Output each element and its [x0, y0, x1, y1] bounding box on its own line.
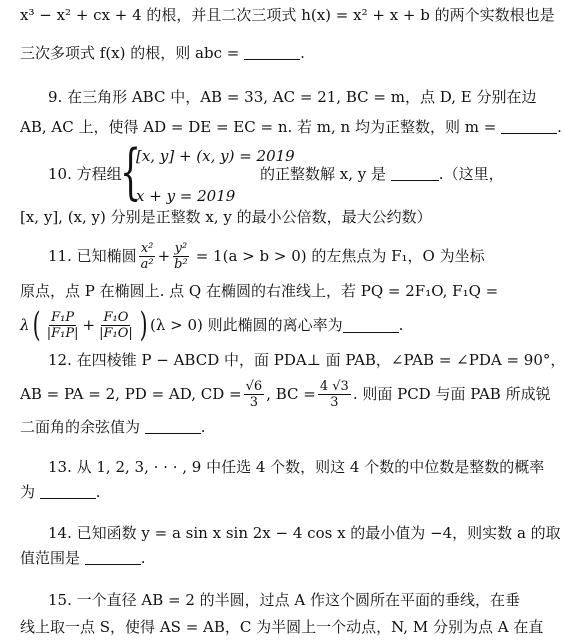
q12-frac-cd-den: 3: [249, 394, 259, 410]
q12-period: .: [200, 418, 206, 436]
q8-period: .: [300, 44, 305, 62]
q13-line2-text: 为: [20, 483, 36, 501]
q9-period: .: [557, 118, 562, 136]
q13-line2: [20, 482, 493, 502]
q12-frac-bc-den: 3: [330, 394, 339, 410]
q12-line3: [20, 417, 493, 437]
q10-brace: {: [120, 137, 142, 207]
q9-answer-blank[interactable]: [501, 119, 557, 134]
q12-line2-c: . 则面 PCD 与面 PAB 所成锐: [352, 385, 551, 403]
q9-line1: 9. 在三角形 ABC 中，AB = 33, AC = 21, BC = m，点 D, E 分别在边: [48, 88, 537, 106]
q12-line3-text: 二面角的余弦值为: [20, 418, 141, 436]
q8-answer-blank[interactable]: [244, 45, 300, 60]
q14-line2-text: 值范围是: [20, 549, 81, 567]
q11-line3: [20, 307, 493, 343]
q14-line2: [20, 548, 493, 568]
q15-line1: 15. 一个直径 AB = 2 的半圆，过点 A 作这个圆所在平面的垂线，在垂: [48, 591, 521, 609]
q12-line1: 12. 在四棱锥 P − ABCD 中，面 PDA⊥ 面 PAB，∠PAB = ∠PDA = 90°，: [48, 351, 565, 369]
q11-plus-2: +: [82, 316, 96, 334]
q11-frac-p-num: F₁P: [51, 309, 75, 325]
q10-answer-blank[interactable]: [391, 166, 439, 181]
q11-frac-o-num: F₁O: [103, 309, 129, 325]
q12-frac-bc-num: 4 √3: [319, 378, 349, 394]
q8-line2: [20, 43, 493, 63]
q11-line2: 原点，点 P 在椭圆上. 点 Q 在椭圆的右准线上，若 PQ = 2F₁O, F₁Q =: [20, 282, 499, 300]
q14-line1: 14. 已知函数 y = a sin x sin 2x − 4 cos x 的最小值为 −4，则实数 a 的取: [48, 524, 561, 542]
q11-frac-y-num: y²: [174, 240, 188, 256]
q10-label: 10. 方程组: [48, 165, 122, 183]
q11-frac-p-den: |F₁P|: [46, 325, 79, 341]
q11-lambda: λ: [20, 316, 30, 334]
q11-frac-y: [172, 241, 190, 272]
q12-line2-b: , BC =: [266, 385, 316, 403]
q11-answer-blank[interactable]: [343, 318, 399, 333]
q12-answer-blank[interactable]: [145, 419, 201, 434]
q11-plus: +: [157, 247, 171, 265]
q11-period: .: [398, 316, 404, 334]
q11-frac-o: [97, 310, 135, 341]
q12-line2: [20, 376, 551, 412]
q12-frac-cd: [244, 379, 265, 410]
q9-line2: [20, 117, 562, 137]
q10-equation-1: [x, y] + (x, y) = 2019: [136, 147, 295, 165]
q10-equation-2: x + y = 2019: [136, 187, 236, 205]
q8-line2-text: 三次多项式 f(x) 的根，则 abc =: [20, 44, 240, 62]
q11-frac-x: [139, 241, 156, 272]
q12-frac-bc: [318, 379, 351, 410]
q11-frac-x-num: x²: [140, 240, 154, 256]
q13-line1: 13. 从 1, 2, 3, · · · , 9 中任选 4 个数，则这 4 个数的中位数是整数的概率: [48, 458, 545, 476]
q11-frac-x-den: a²: [140, 256, 154, 272]
q14-answer-blank[interactable]: [85, 550, 141, 565]
q9-line2-text: AB, AC 上，使得 AD = DE = EC = n. 若 m, n 均为正整数，则 m =: [20, 118, 497, 136]
q8-line1: x³ − x² + cx + 4 的根，并且二次三项式 h(x) = x² + x + b 的两个实数根也是: [20, 6, 555, 24]
q11-line3-b: (λ > 0) 则此椭圆的离心率为: [150, 316, 343, 334]
q10-tail: [260, 164, 504, 184]
q15-line2: 线上取一点 S，使得 AS = AB，C 为半圆上一个动点，N, M 分别为点 A 在直: [20, 618, 544, 636]
q11-paren-close: ): [139, 305, 148, 345]
q11-frac-p: [45, 310, 81, 341]
q11-line1-a: 11. 已知椭圆: [48, 247, 137, 265]
q10-line2: [x, y], (x, y) 分别是正整数 x, y 的最小公倍数，最大公约数）: [20, 208, 432, 226]
q10-tail-text: 的正整数解 x, y 是: [260, 165, 387, 183]
q13-answer-blank[interactable]: [40, 484, 96, 499]
q11-paren-open: (: [32, 305, 41, 345]
q11-frac-o-den: |F₁O|: [99, 325, 133, 341]
q10-equation-system: [120, 137, 295, 209]
q10-tail2: .（这里，: [438, 165, 504, 183]
q11-frac-y-den: b²: [174, 256, 188, 272]
q11-line1: [48, 238, 493, 274]
q12-frac-cd-num: √6: [245, 378, 263, 394]
q14-period: .: [140, 549, 146, 567]
q12-line2-a: AB = PA = 2, PD = AD, CD =: [20, 385, 242, 403]
q11-line1-b: = 1(a > b > 0) 的左焦点为 F₁，O 为坐标: [195, 247, 485, 265]
q13-period: .: [95, 483, 101, 501]
